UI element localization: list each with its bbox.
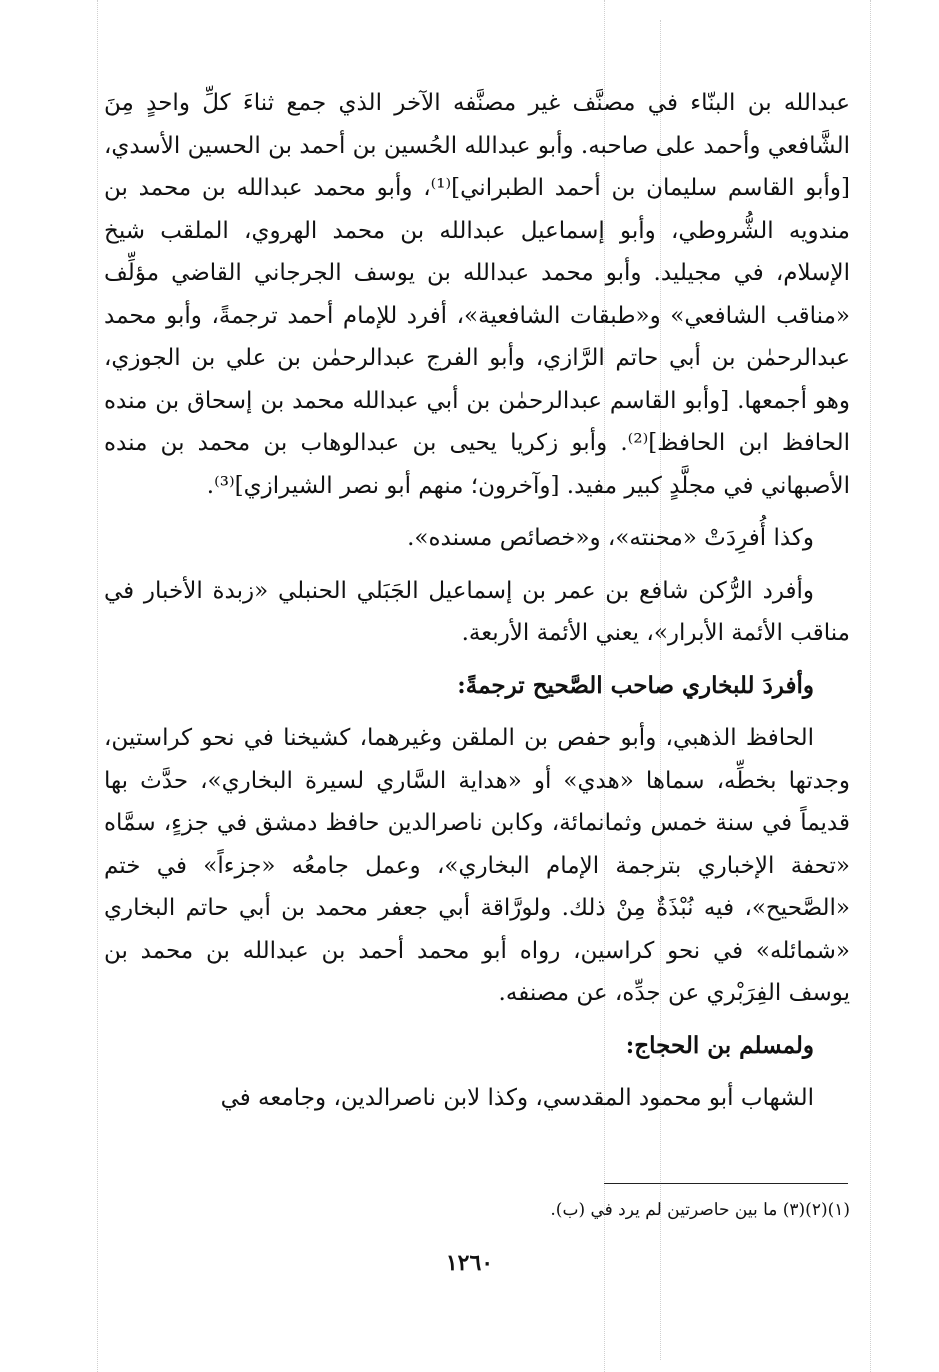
- section-heading-muslim: ولمسلم بن الحجاج:: [625, 1031, 814, 1059]
- main-text: [104, 82, 850, 1120]
- scan-guide-line: [870, 0, 871, 1372]
- paragraph-3: وأفرد الرُّكن شافع بن عمر بن إسماعيل الجَبَلي الحنبلي «زبدة الأخبار في مناقب الأئمة الأبرار»، يعني الأئمة الأربعة.: [104, 577, 850, 646]
- section-heading-bukhari: وأفردَ للبخاري صاحب الصَّحيح ترجمةً:: [457, 671, 814, 699]
- footnote: (١)(٢)(٣) ما بين حاصرتين لم يرد في (ب).: [550, 1200, 850, 1220]
- page-number: ١٢٦٠: [445, 1250, 494, 1276]
- paragraph-4: الحافظ الذهبي، وأبو حفص بن الملقن وغيرهما، كشيخنا في نحو كراستين، وجدتها بخطِّه، سماها «هدي» أو «هداية السَّاري لسيرة البخاري»، حدَّث بها قديماً في سنة خمس وثمانمائة، وكابن ناصرالدين حافظ دمشق في جزءٍ، سمَّاه «تحفة الإخباري بترجمة الإمام البخاري»، وعمل جامعُه «جزءاً» في ختم «الصَّحيح»، فيه نُبْذَةٌ مِنْ ذلك. ولورَّاقة أبي جعفر محمد بن أبي حاتم البخاري «شمائله» في نحو كراسين، رواه أبو محمد أحمد بن عبدالله بن محمد بن يوسف الفِرَبْري عن جدِّه، عن مصنفه.: [104, 725, 850, 1006]
- scan-guide-line: [97, 0, 98, 1372]
- paragraph-5: الشهاب أبو محمود المقدسي، وكذا لابن ناصرالدين، وجامعه في: [220, 1085, 814, 1111]
- paragraph-1: عبدالله بن البنّاء في مصنَّف غير مصنَّفه الآخر الذي جمع ثناءَ كلِّ واحدٍ مِنَ الشَّافعي وأحمد على صاحبه. وأبو عبدالله الحُسين بن أحمد بن الحسين الأسدي، [وأبو القاسم سليمان بن أحمد الطبراني]⁽¹⁾، وأبو محمد عبدالله بن محمد بن مندويه الشُّروطي، وأبو إسماعيل عبدالله بن محمد الهروي، الملقب شيخ الإسلام، في مجيليد. وأبو محمد عبدالله بن يوسف الجرجاني القاضي مؤلِّف «مناقب الشافعي» و«طبقات الشافعية»، أفرد للإمام أحمد ترجمةً، وأبو محمد عبدالرحمٰن بن أبي حاتم الرَّازي، وأبو الفرج عبدالرحمٰن بن علي بن الجوزي، وهو أجمعها. [وأبو القاسم عبدالرحمٰن بن أبي عبدالله محمد بن إسحاق بن منده الحافظ ابن الحافظ]⁽²⁾. وأبو زكريا يحيى بن عبدالوهاب بن محمد بن منده الأصبهاني في مجلَّدٍ كبير مفيد. [وآخرون؛ منهم أبو نصر الشيرازي]⁽³⁾.: [104, 90, 851, 499]
- footnote-divider: [604, 1183, 848, 1184]
- paragraph-2: وكذا أُفرِدَتْ «محنته»، و«خصائص مسنده».: [407, 525, 814, 551]
